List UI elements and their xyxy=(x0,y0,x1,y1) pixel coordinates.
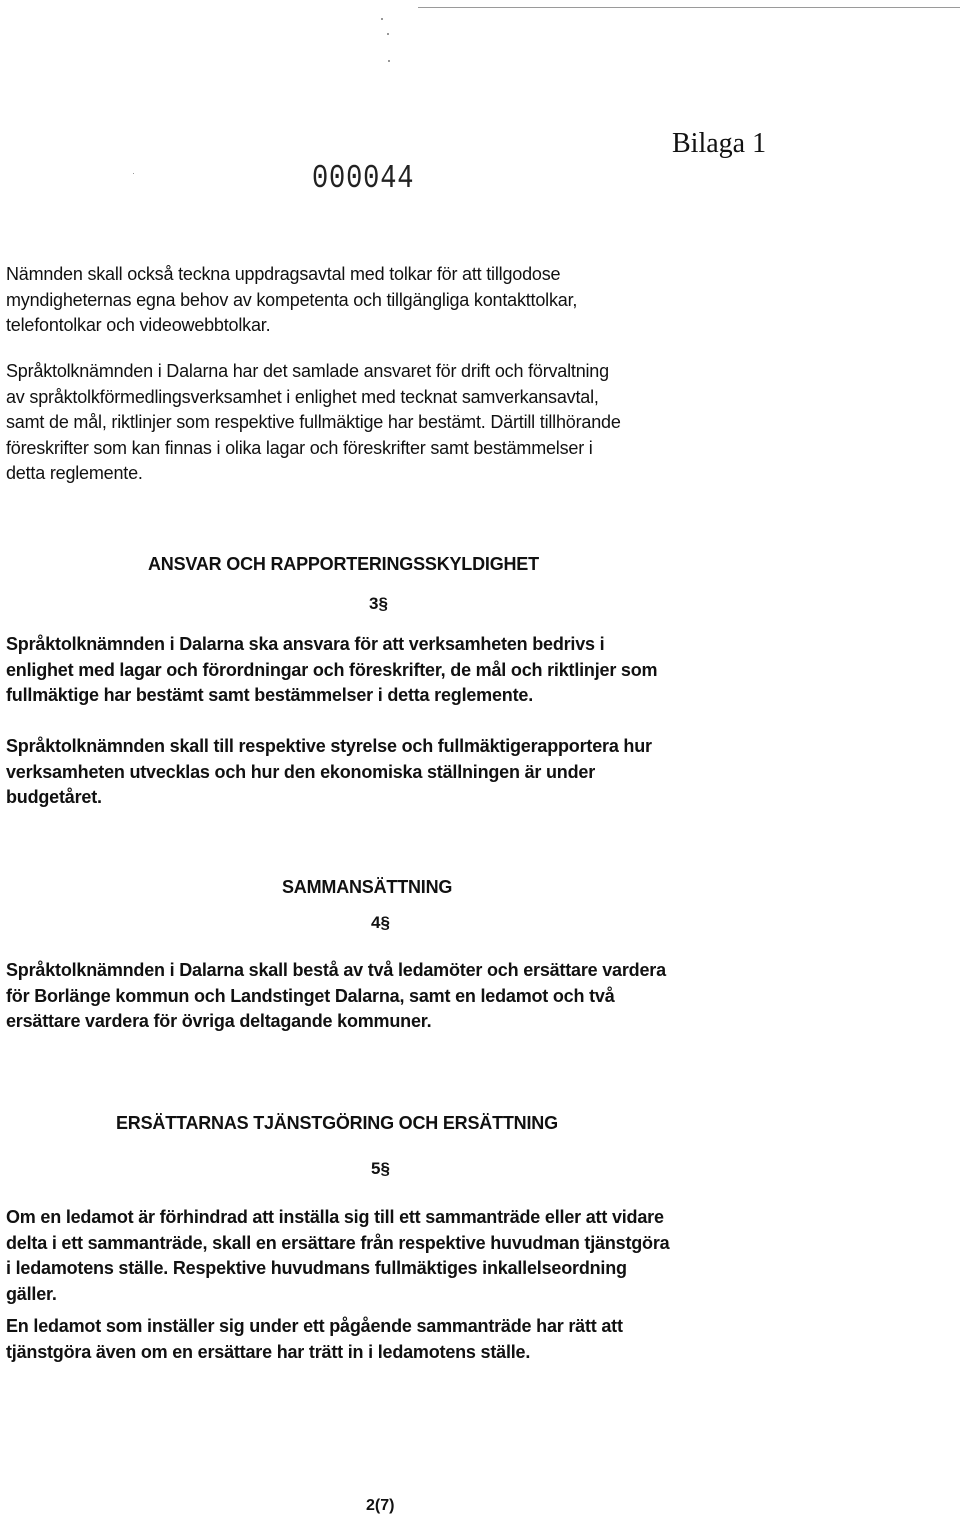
scan-top-rule xyxy=(418,7,960,8)
scan-speck xyxy=(133,173,134,174)
scan-speck xyxy=(381,18,383,20)
document-number: 000044 xyxy=(312,160,415,197)
section-heading-ersattarnas: ERSÄTTARNAS TJÄNSTGÖRING OCH ERSÄTTNING xyxy=(116,1113,558,1133)
appendix-label: Bilaga 1 xyxy=(672,128,767,159)
paragraph-sign-3: 3§ xyxy=(369,594,388,613)
page-number: 2(7) xyxy=(366,1497,395,1514)
section-ersattarnas-paragraph-2: En ledamot som inställer sig under ett pågående sammanträde har rätt att tjänstgöra även om en ersättare har trätt in i ledamotens ställe. xyxy=(6,1316,623,1362)
paragraph-sign-4: 4§ xyxy=(371,913,390,932)
section-ansvar-paragraph-2: Språktolknämnden skall till respektive styrelse och fullmäktigerapportera hur verksamheten utvecklas och hur den ekonomiska ställningen är under budgetåret. xyxy=(6,736,652,807)
section-ansvar-paragraph-1: Språktolknämnden i Dalarna ska ansvara för att verksamheten bedrivs i enlighet med lagar och förordningar och föreskrifter, de mål och riktlinjer som fullmäktige har bestämt samt bestämmelser i detta reglemente. xyxy=(6,634,658,705)
intro-paragraph-2: Språktolknämnden i Dalarna har det samlade ansvaret för drift och förvaltning av språktolkförmedlingsverksamhet i enlighet med tecknat samverkansavtal, samt de mål, riktlinjer som respektive fullmäktige har bestämt. Därtill tillhörande föreskrifter som kan finnas i olika lagar och föreskrifter samt bestämmelser i detta reglemente. xyxy=(6,361,621,483)
section-ersattarnas-paragraph-1: Om en ledamot är förhindrad att inställa sig till ett sammanträde eller att vidare delta i ett sammanträde, skall en ersättare från respektive huvudman tjänstgöra i ledamotens ställe. Respektive huvudmans fullmäktiges inkallelseordning gäller. xyxy=(6,1207,670,1304)
intro-paragraph-1: Nämnden skall också teckna uppdragsavtal med tolkar för att tillgodose myndigheternas egna behov av kompetenta och tillgängliga kontakttolkar, telefontolkar och videowebbtolkar. xyxy=(6,264,578,335)
section-heading-sammansattning: SAMMANSÄTTNING xyxy=(282,877,453,897)
scan-speck xyxy=(388,60,390,62)
paragraph-sign-5: 5§ xyxy=(371,1159,390,1178)
section-heading-ansvar: ANSVAR OCH RAPPORTERINGSSKYLDIGHET xyxy=(148,554,539,574)
scan-speck xyxy=(387,33,389,35)
section-sammansattning-paragraph-1: Språktolknämnden i Dalarna skall bestå av två ledamöter och ersättare vardera för Borlänge kommun och Landstinget Dalarna, samt en ledamot och två ersättare vardera för övriga deltagande kommuner. xyxy=(6,960,666,1031)
